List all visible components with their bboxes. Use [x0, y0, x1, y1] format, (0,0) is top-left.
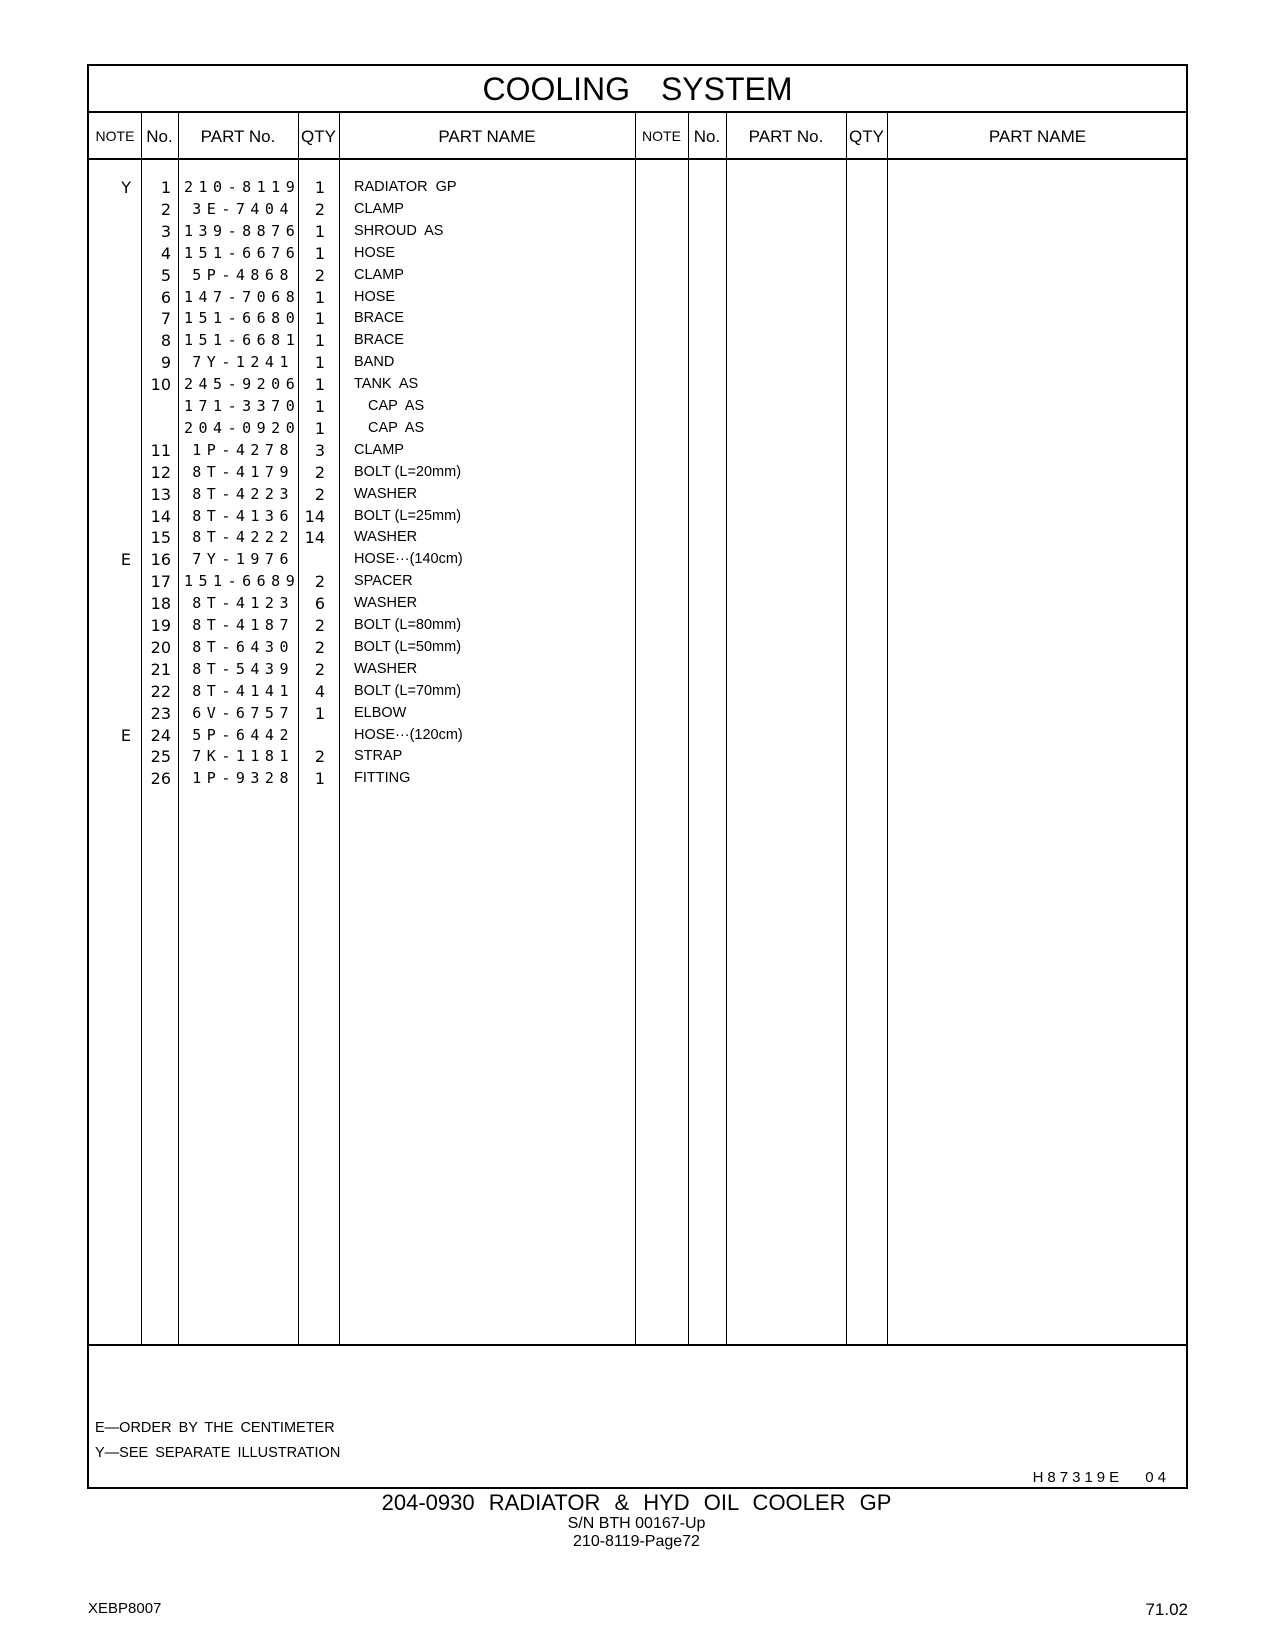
row-part-number: 151-6689	[184, 572, 301, 591]
row-item-number: 9	[160, 353, 171, 373]
row-quantity: 1	[314, 331, 325, 351]
row-part-number: 151-6680	[184, 309, 301, 328]
row-part-number: 147-7068	[184, 287, 301, 306]
row-part-number: 151-6676	[184, 243, 301, 262]
row-quantity: 2	[314, 572, 325, 592]
table-row	[89, 307, 1186, 330]
row-part-number: 8T-4223	[192, 484, 294, 503]
row-part-name: WASHER	[354, 595, 418, 612]
row-part-number: 7K-1181	[192, 747, 294, 766]
row-quantity: 1	[314, 769, 325, 789]
header-part-name: PART NAME	[988, 127, 1087, 146]
page-number: 71.02	[1145, 1600, 1188, 1619]
row-part-name: CLAMP	[354, 441, 404, 458]
header-note: NOTE	[95, 128, 135, 144]
table-row	[89, 614, 1186, 637]
row-part-name: BOLT (L=20mm)	[354, 463, 462, 480]
row-item-number: 14	[150, 506, 171, 526]
row-item-number: 20	[150, 637, 171, 657]
table-row	[89, 724, 1186, 747]
row-part-number: 8T-4222	[192, 528, 294, 547]
row-part-number: 151-6681	[184, 331, 301, 350]
header-qty: QTY	[301, 127, 336, 146]
row-part-number: 210-8119	[184, 178, 301, 196]
row-part-number: 204-0920	[184, 418, 301, 437]
row-item-number: 6	[160, 287, 171, 307]
document-reference: H87319E 04	[1032, 1469, 1170, 1486]
row-part-number: 171-3370	[184, 397, 301, 415]
footnote-e: E—ORDER BY THE CENTIMETER	[95, 1420, 335, 1436]
row-quantity: 14	[304, 528, 325, 548]
table-row	[89, 439, 1186, 462]
table-row	[89, 264, 1186, 287]
row-part-name: SHROUD AS	[354, 222, 444, 239]
caption-serial: S/N BTH 00167-Up	[567, 1515, 706, 1532]
table-row	[89, 636, 1186, 659]
row-quantity: 2	[314, 637, 325, 657]
row-part-name: WASHER	[354, 529, 418, 546]
footer-divider	[89, 1344, 1186, 1346]
row-quantity: 4	[314, 681, 325, 701]
header-note: NOTE	[642, 128, 681, 144]
row-quantity: 1	[314, 221, 325, 241]
row-part-number: 8T-4123	[192, 594, 294, 613]
row-part-name: SPACER	[354, 573, 413, 590]
table-row	[89, 198, 1186, 221]
table-row	[89, 242, 1186, 265]
row-part-number: 5P-4868	[192, 265, 294, 284]
row-item-number: 19	[150, 616, 171, 635]
table-row	[89, 526, 1186, 549]
table-row	[89, 548, 1186, 571]
caption-title: 204-0930 RADIATOR & HYD OIL COOLER GP	[381, 1490, 892, 1515]
row-part-name: TANK AS	[354, 376, 419, 393]
row-note: E	[120, 725, 131, 745]
table-row	[89, 329, 1186, 352]
row-item-number: 24	[150, 725, 171, 745]
table-row	[89, 592, 1186, 615]
caption-page-ref: 210-8119-Page72	[573, 1533, 700, 1550]
row-part-name: CLAMP	[354, 200, 404, 217]
row-part-name: CAP AS	[368, 419, 425, 436]
row-item-number: 8	[160, 331, 171, 351]
header-no: No.	[146, 127, 173, 146]
row-part-number: 8T-4141	[192, 681, 294, 700]
row-part-number: 8T-5439	[192, 659, 294, 678]
row-item-number: 25	[150, 747, 171, 767]
row-item-number: 4	[160, 243, 171, 263]
row-part-name: BOLT (L=50mm)	[354, 638, 462, 655]
row-part-name: STRAP	[354, 748, 403, 765]
row-quantity: 1	[314, 397, 325, 416]
row-part-name: BRACE	[354, 332, 404, 349]
row-part-number: 7Y-1241	[192, 353, 294, 372]
row-quantity: 1	[314, 243, 325, 263]
row-quantity: 14	[304, 506, 325, 526]
table-row	[89, 176, 1186, 199]
header-no: No.	[693, 127, 721, 146]
row-quantity: 1	[314, 178, 325, 197]
row-part-name: BOLT (L=25mm)	[354, 507, 462, 524]
row-part-number: 8T-6430	[192, 637, 294, 656]
header-qty: QTY	[849, 127, 884, 146]
row-item-number: 13	[150, 484, 171, 504]
row-part-number: 8T-4187	[192, 616, 294, 634]
row-part-number: 1P-4278	[192, 440, 294, 459]
row-part-name: WASHER	[354, 485, 418, 502]
row-part-number: 1P-9328	[192, 769, 294, 788]
table-row	[89, 658, 1186, 681]
row-part-number: 6V-6757	[192, 703, 294, 722]
row-part-name: FITTING	[354, 770, 411, 787]
row-quantity: 2	[314, 462, 325, 482]
row-part-name: HOSE···(120cm)	[354, 726, 463, 743]
table-row	[89, 395, 1186, 418]
row-part-name: CAP AS	[368, 398, 425, 414]
footnote-y: Y—SEE SEPARATE ILLUSTRATION	[95, 1445, 341, 1461]
row-quantity: 3	[314, 440, 325, 460]
row-part-number: 245-9206	[184, 375, 301, 394]
row-part-name: HOSE···(140cm)	[354, 551, 463, 568]
table-row	[89, 351, 1186, 374]
row-part-name: WASHER	[354, 660, 418, 677]
row-part-number: 8T-4136	[192, 506, 294, 525]
row-part-number: 5P-6442	[192, 725, 294, 744]
row-quantity: 2	[314, 484, 325, 504]
row-part-number: 3E-7404	[192, 199, 294, 218]
row-item-number: 17	[150, 572, 171, 592]
row-note: Y	[121, 178, 131, 197]
row-part-name: BAND	[354, 354, 395, 371]
row-item-number: 21	[150, 659, 171, 679]
row-item-number: 5	[160, 265, 171, 285]
table-row	[89, 570, 1186, 593]
row-item-number: 12	[150, 462, 171, 482]
figure-caption	[0, 1491, 1273, 1551]
header-part-name: PART NAME	[438, 127, 536, 146]
row-part-name: HOSE	[354, 288, 396, 305]
row-part-name: BRACE	[354, 310, 404, 327]
row-part-name: HOSE	[354, 244, 396, 261]
row-item-number: 16	[150, 550, 171, 570]
row-quantity: 1	[314, 418, 325, 438]
row-quantity: 6	[314, 594, 325, 614]
table-row	[89, 483, 1186, 506]
row-item-number: 15	[150, 528, 171, 548]
row-quantity: 2	[314, 199, 325, 219]
row-part-number: 8T-4179	[192, 462, 294, 481]
table-row	[89, 286, 1186, 309]
table-row	[89, 417, 1186, 440]
row-item-number: 1	[160, 178, 171, 197]
row-quantity: 1	[314, 353, 325, 373]
row-item-number: 3	[160, 221, 171, 241]
parts-list-frame	[87, 64, 1188, 1489]
row-part-name: RADIATOR GP	[354, 179, 457, 195]
row-item-number: 10	[150, 375, 171, 395]
row-item-number: 11	[150, 440, 171, 460]
section-title: COOLING SYSTEM	[482, 71, 793, 107]
row-quantity: 1	[314, 309, 325, 329]
row-part-number: 139-8876	[184, 221, 301, 240]
row-quantity: 2	[314, 265, 325, 285]
row-part-name: BOLT (L=70mm)	[354, 682, 462, 699]
row-item-number: 2	[160, 199, 171, 219]
row-item-number: 18	[150, 594, 171, 614]
header-part-no: PART No.	[748, 127, 824, 146]
table-row	[89, 767, 1186, 790]
row-quantity: 2	[314, 616, 325, 635]
row-quantity: 2	[314, 659, 325, 679]
row-part-name: BOLT (L=80mm)	[354, 617, 462, 633]
table-row	[89, 680, 1186, 703]
row-quantity: 1	[314, 703, 325, 723]
row-item-number: 7	[160, 309, 171, 329]
row-item-number: 26	[150, 769, 171, 789]
table-row	[89, 702, 1186, 725]
row-quantity: 2	[314, 747, 325, 767]
row-quantity: 1	[314, 375, 325, 395]
row-item-number: 23	[150, 703, 171, 723]
table-row	[89, 745, 1186, 768]
table-row	[89, 461, 1186, 484]
publication-number: XEBP8007	[88, 1600, 162, 1617]
row-quantity: 1	[314, 287, 325, 307]
table-row	[89, 505, 1186, 528]
row-item-number: 22	[150, 681, 171, 701]
table-row	[89, 220, 1186, 243]
row-part-number: 7Y-1976	[192, 550, 294, 569]
table-row	[89, 373, 1186, 396]
header-part-no: PART No.	[200, 127, 276, 146]
row-part-name: CLAMP	[354, 266, 404, 283]
row-note: E	[120, 550, 131, 570]
row-part-name: ELBOW	[354, 704, 407, 721]
